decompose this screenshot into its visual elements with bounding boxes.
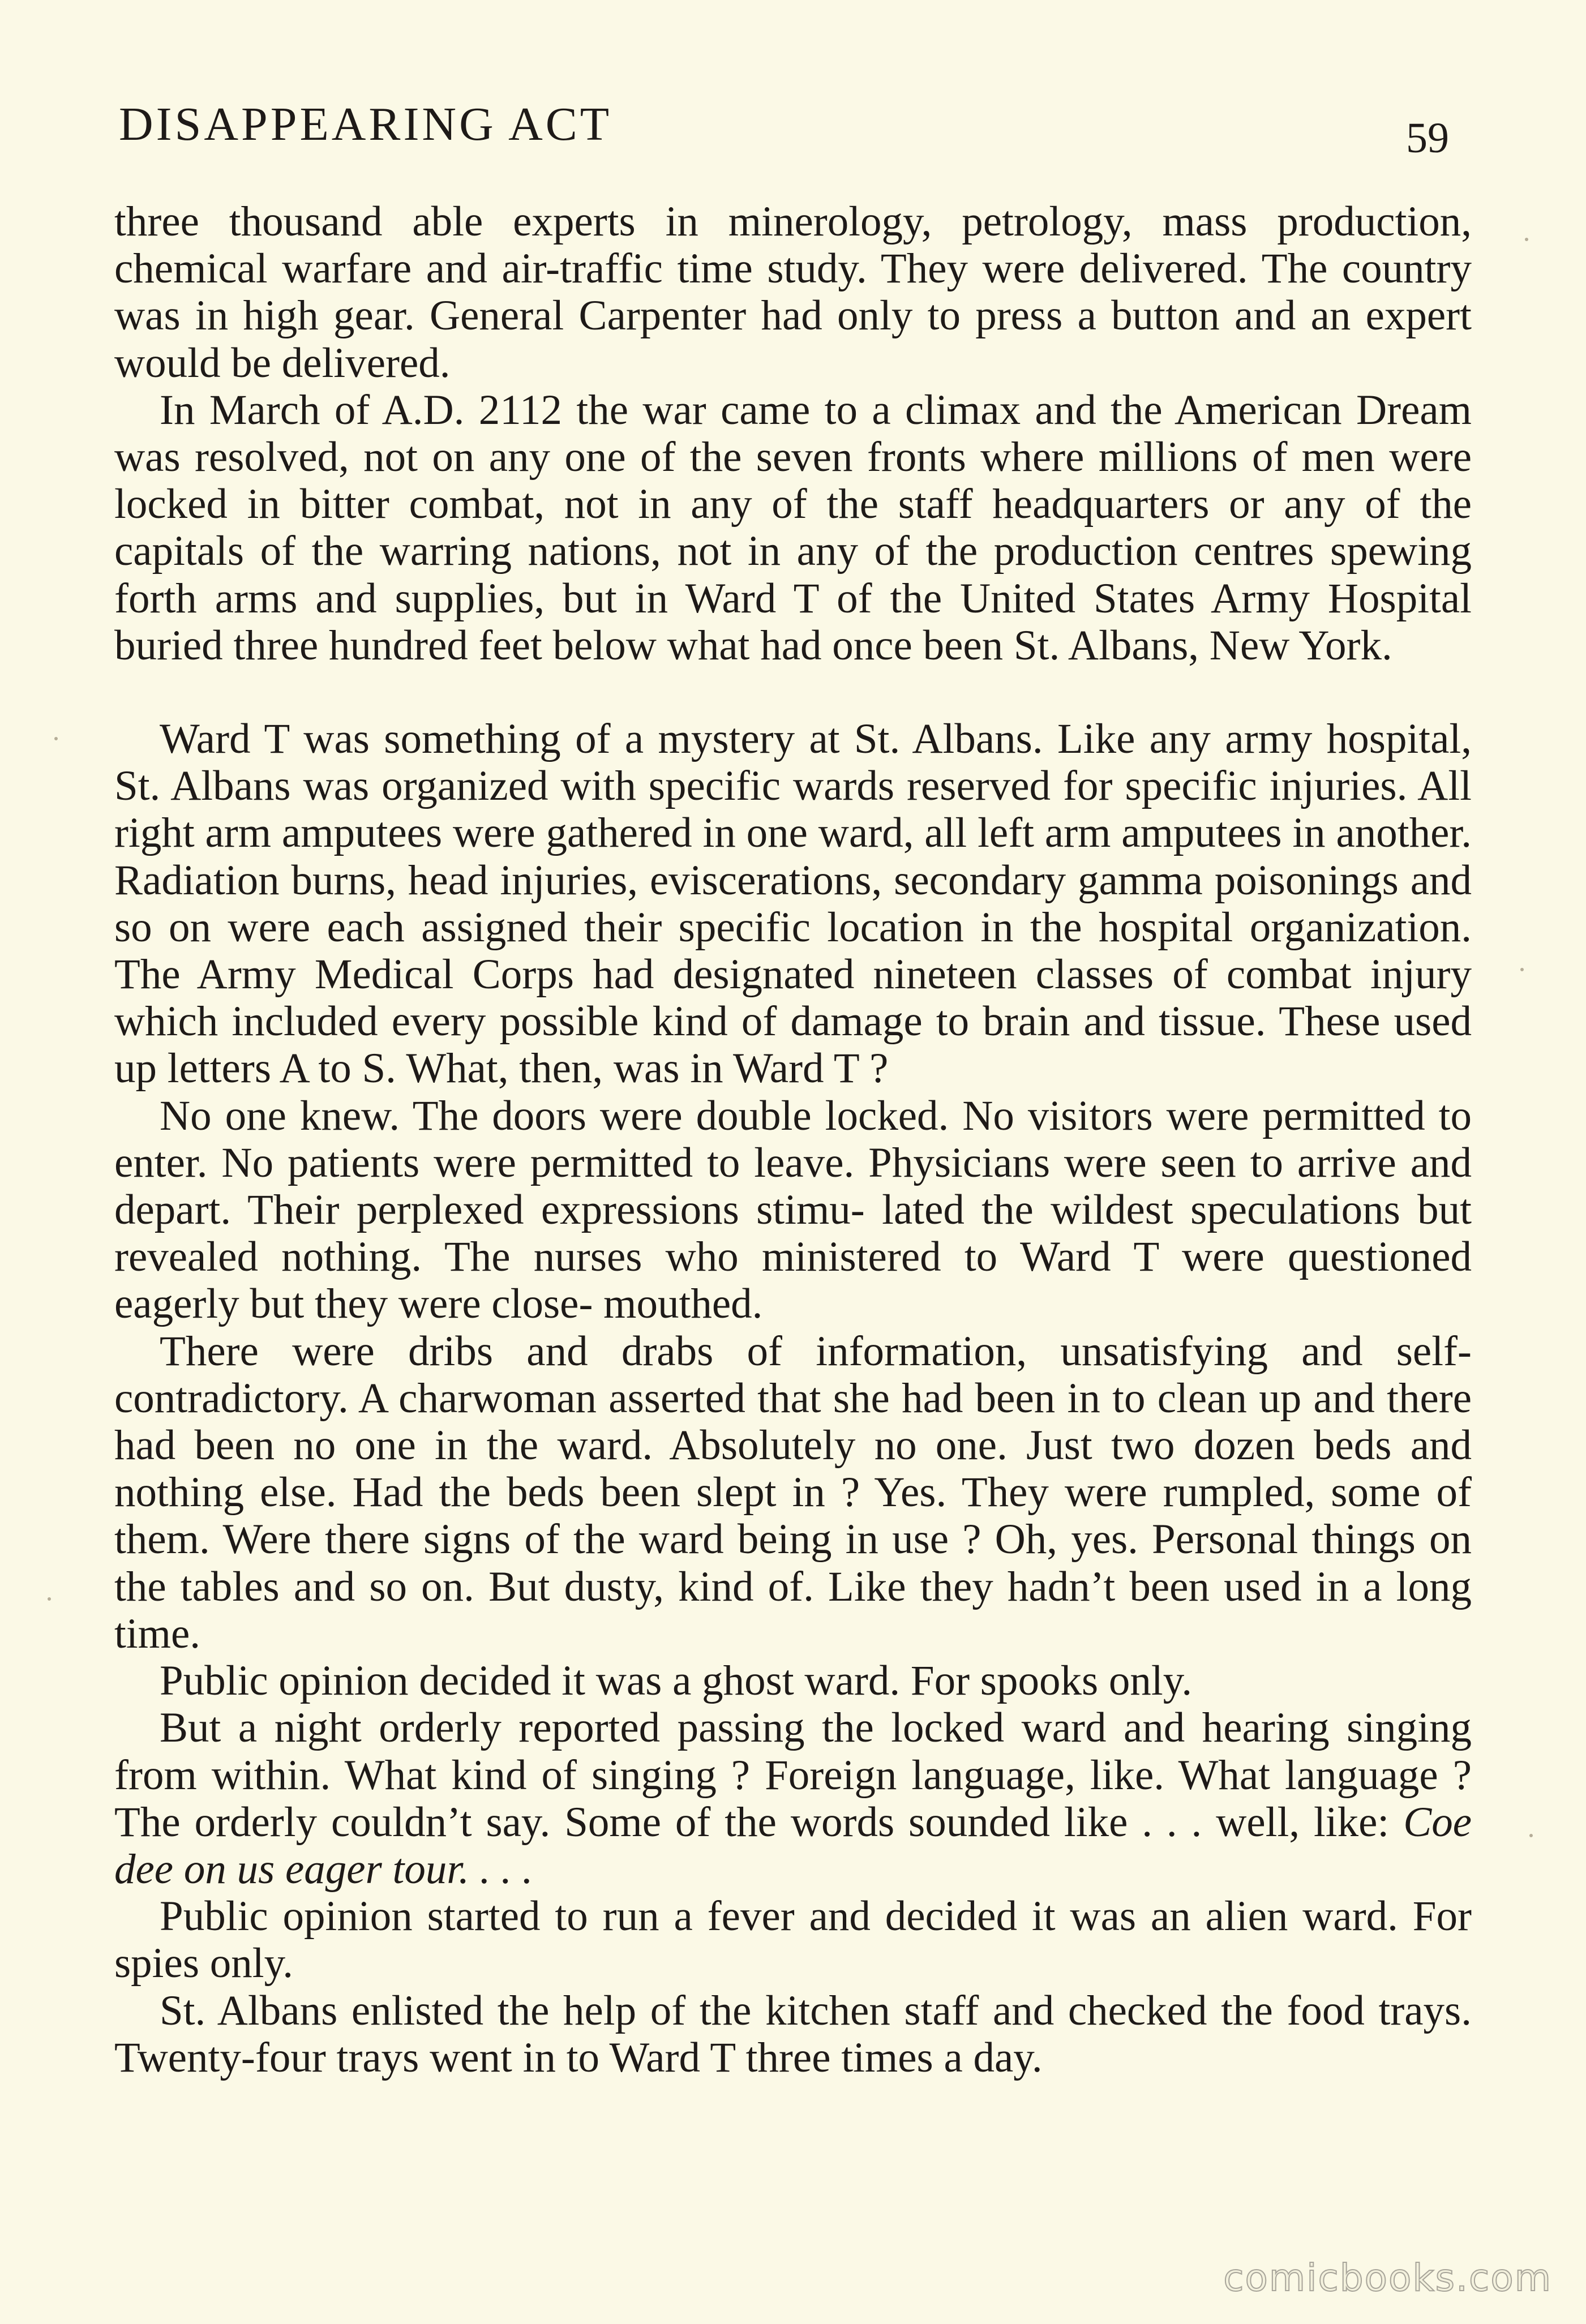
paragraph-8: Public opinion started to run a fever and decided it was an alien ward. For spies only.: [114, 1893, 1472, 1987]
singing-quote: Coe dee on us eager tour. . . .: [114, 1798, 1472, 1893]
paragraph-7-text: But a night orderly reported passing the locked ward and hearing singing from within. What kind of singing ? Foreign language, like. What language ? The orderly couldn’t say. Some of the words sounded like . . . well, like:: [114, 1704, 1472, 1846]
paper-speck: [1520, 968, 1524, 971]
paragraph-9: St. Albans enlisted the help of the kitchen staff and checked the food trays. Twenty-four trays went in to Ward T three times a day.: [114, 1987, 1472, 2081]
body-text: [114, 198, 1472, 2081]
paragraph-6: Public opinion decided it was a ghost ward. For spooks only.: [160, 1657, 1193, 1705]
paper-speck: [1529, 1834, 1533, 1837]
paper-speck: [48, 1597, 51, 1601]
paragraph-4: No one knew. The doors were double locked. No visitors were permitted to enter. No patients were permitted to leave. Physicians were seen to arrive and depart. Their perplexed expressions stimu- lated the wildest speculations but revealed nothing. The nurses who ministered to Ward T were questioned eagerly but they were close- mouthed.: [114, 1092, 1472, 1328]
paragraph-1: three thousand able experts in minerology, petrology, mass production, chemical warfare and air-traffic time study. They were delivered. The country was in high gear. General Carpenter had only to press a button and an expert would be delivered.: [114, 198, 1472, 387]
paper-speck: [54, 737, 58, 740]
paper-speck: [1525, 238, 1528, 241]
watermark: comicbooks.com: [1223, 2256, 1552, 2300]
paragraph-2: In March of A.D. 2112 the war came to a climax and the American Dream was resolved, not on any one of the seven fronts where millions of men were locked in bitter combat, not in any of the staff headquarters or any of the capitals of the warring nations, not in any of the production centres spewing forth arms and supplies, but in Ward T of the United States Army Hospital buried three hundred feet below what had once been St. Albans, New York.: [114, 386, 1472, 669]
page-number: 59: [1406, 114, 1449, 162]
paragraph-5: There were dribs and drabs of information, unsatisfying and self- contradictory. A charwoman asserted that she had been in to clean up and there had been no one in the ward. Absolutely no one. Just two dozen beds and nothing else. Had the beds been slept in ? Yes. They were rumpled, some of them. Were there signs of the ward being in use ? Oh, yes. Personal things on the tables and so on. But dusty, kind of. Like they hadn’t been used in a long time.: [114, 1327, 1472, 1657]
paragraph-3: Ward T was something of a mystery at St. Albans. Like any army hospital, St. Albans was organized with specific wards reserved for specific injuries. All right arm amputees were gathered in one ward, all left arm amputees in another. Radiation burns, head injuries, eviscerations, secondary gamma poisonings and so on were each assigned their specific location in the hospital organization. The Army Medical Corps had designated nineteen classes of combat injury which included every possible kind of damage to brain and tissue. These used up letters A to S. What, then, was in Ward T ?: [114, 715, 1472, 1092]
running-head: DISAPPEARING ACT: [119, 98, 612, 151]
page-header: [119, 98, 1449, 169]
paragraph-7: [114, 1704, 1472, 1893]
